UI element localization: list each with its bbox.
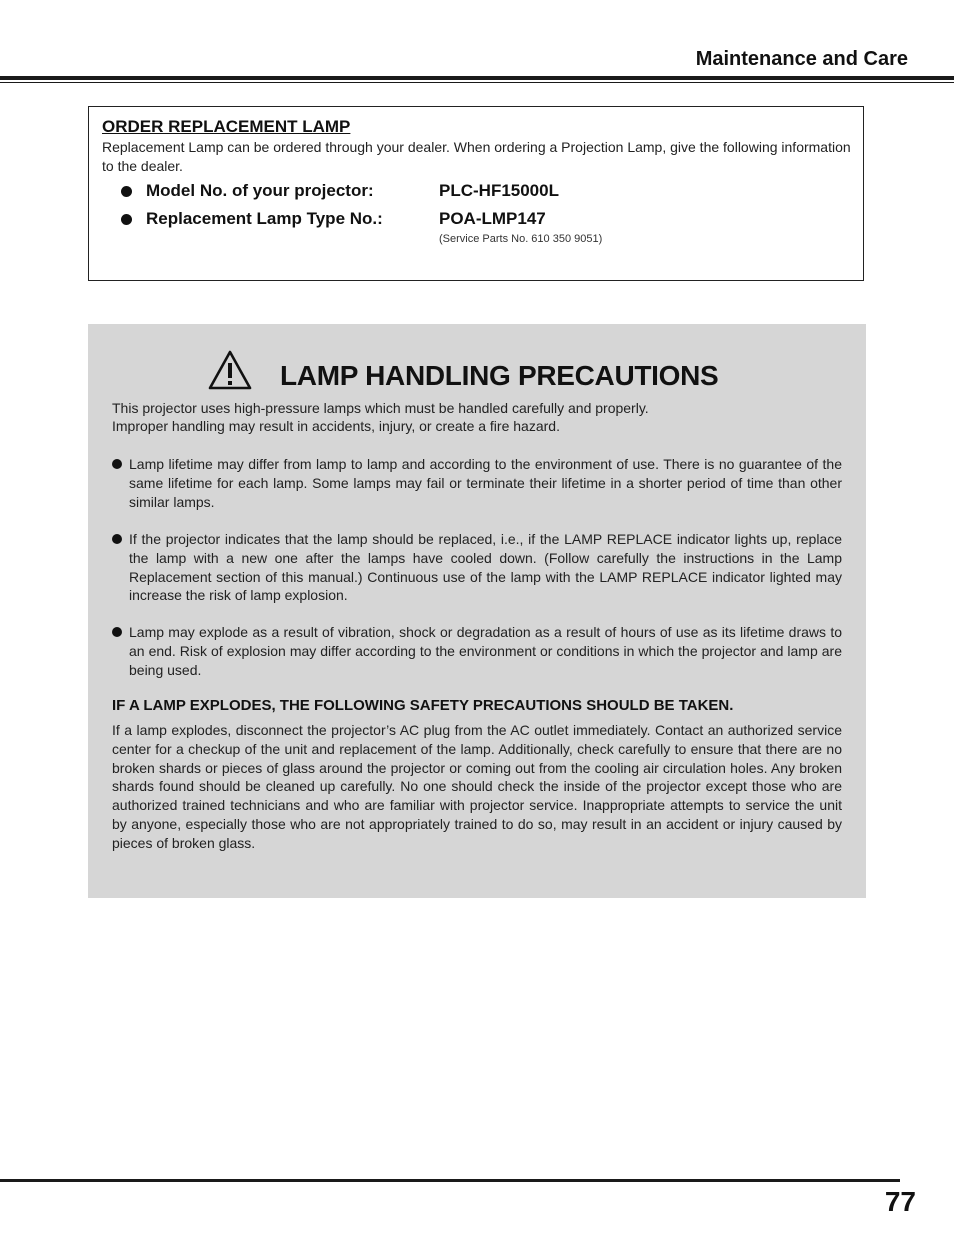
spec-label: Model No. of your projector: [146,181,374,200]
bullet-dot-icon [121,214,132,225]
spec-value: PLC-HF15000L [439,181,559,200]
precaution-bullet [112,455,842,511]
explosion-heading: IF A LAMP EXPLODES, THE FOLLOWING SAFETY PRECAUTIONS SHOULD BE TAKEN. [112,697,734,714]
precaution-bullet-text: Lamp may explode as a result of vibration, shock or degradation as a result of hours of use as its lifetime draws to an end. Risk of explosion may differ according to the environment or conditions in which the projector and lamp are being used. [129,624,842,678]
intro-line: This projector uses high-pressure lamps which must be handled carefully and properly. [112,400,649,416]
bullet-dot-icon [112,459,122,469]
warning-triangle-icon [208,350,252,390]
precaution-bullet [112,623,842,679]
lamp-precautions-box [88,324,866,898]
footer-rule [0,1179,900,1182]
precautions-title: LAMP HANDLING PRECAUTIONS [280,360,719,391]
precaution-bullet-text: If the projector indicates that the lamp should be replaced, i.e., if the LAMP REPLACE indicator lights up, replace the lamp with a new one after the lamps have cooled down. (Follow carefully the instructions in the Lamp Replacement section of this manual.) Continuous use of the lamp with the LAMP REPLACE indicator lighted may increase the risk of lamp explosion. [129,531,842,604]
bullet-dot-icon [112,534,122,544]
order-replacement-lamp-box [88,106,864,281]
precautions-intro [112,399,842,435]
bullet-dot-icon [112,627,122,637]
service-parts-note: (Service Parts No. 610 350 9051) [439,233,603,245]
order-body-text: Replacement Lamp can be ordered through your dealer. When ordering a Projection Lamp, give the following information to the dealer. [102,139,851,174]
bullet-dot-icon [121,186,132,197]
header-rule [0,76,954,80]
spec-value: POA-LMP147 [439,209,546,228]
precaution-bullet [112,530,842,605]
order-heading: ORDER REPLACEMENT LAMP [102,117,351,136]
precaution-bullet-text: Lamp lifetime may differ from lamp to lamp and according to the environment of use. There is no guarantee of the same lifetime for each lamp. Some lamps may fail or terminate their lifetime in a shorter period of time than other similar lamps. [129,456,842,510]
spec-label: Replacement Lamp Type No.: [146,209,383,228]
page-number: 77 [884,1186,916,1217]
intro-line: Improper handling may result in accidents, injury, or create a fire hazard. [112,418,560,434]
header-rule-thin [0,82,954,83]
explosion-body-text: If a lamp explodes, disconnect the projector’s AC plug from the AC outlet immediately. Contact an authorized service center for a checkup of the unit and replacement of the lamp. Additionally, check carefully to ensure that there are no broken shards or pieces of glass around the projector or coming out from the cooling air circulation holes. Any broken shards found should be cleaned up carefully. No one should check the inside of the projector except those who are authorized trained technicians and who are familiar with projector service. Inappropriate attempts to service the unit by anyone, especially those who are not appropriately trained to do so, may result in an accident or injury caused by pieces of broken glass. [112,722,842,851]
section-title: Maintenance and Care [695,48,908,70]
